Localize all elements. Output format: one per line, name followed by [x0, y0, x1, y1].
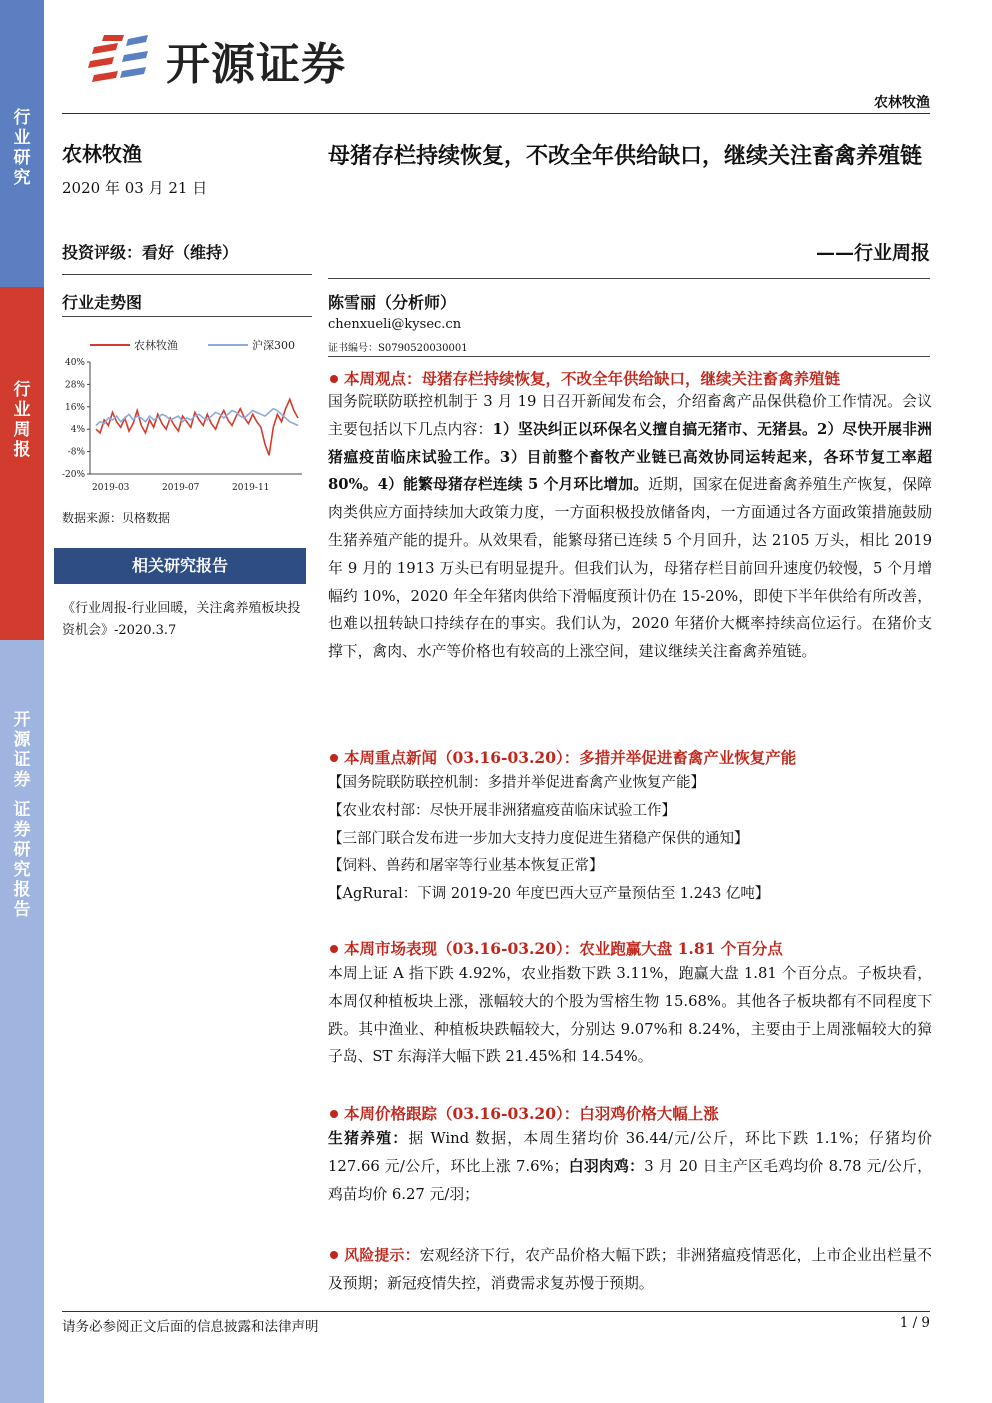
x-tick-label: 2019-11: [232, 483, 270, 493]
paragraph-bold-text: 生猪养殖：: [328, 1130, 409, 1147]
analyst-cert: 证书编号：S0790520030001: [328, 343, 468, 354]
sidebar-label-industry-research: 行业研究: [13, 108, 31, 188]
y-tick-label: 28%: [64, 380, 85, 391]
x-tick-label: 2019-07: [162, 483, 200, 493]
investment-rating: 投资评级：看好（维持）: [62, 243, 239, 262]
section-market-body: 本周上证 A 指下跌 4.92%，农业指数下跌 3.11%，跑赢大盘 1.81 个百分点。子板块看，本周仅种植板块上涨，涨幅较大的个股为雪榕生物 15.68%。其他各子板块都有不同程度下跌。其中渔业、种植板块跌幅较大，分别达 9.07%和 8.24%，主要由于上周涨幅较大的獐子岛、ST 东海洋大幅下跌 21.45%和 14.54%。: [328, 965, 932, 1066]
sidebar-label-company: 开源证券: [13, 710, 31, 790]
news-item: 【AgRural：下调 2019-20 年度巴西大豆产量预估至 1.243 亿吨】: [328, 886, 770, 903]
x-tick-label: 2019-03: [92, 483, 130, 493]
paragraph-text: 国务院联防联控机制于 3 月 19 日召开新闻发布会，介绍畜禽产品保供稳价工作情况。会议主要包括以下几点内容：: [328, 393, 932, 438]
analyst-name: 陈雪丽（分析师）: [328, 293, 457, 312]
paragraph-bold-text: 白羽肉鸡：: [568, 1157, 645, 1175]
bullet-icon: [330, 1251, 338, 1259]
left-divider: [62, 274, 312, 275]
trend-chart-title: 行业走势图: [62, 293, 143, 312]
y-tick-label: -20%: [61, 470, 85, 480]
page-number: 1 / 9: [899, 1315, 930, 1331]
section-heading-price: [328, 1102, 719, 1124]
section-view-body: [328, 388, 932, 666]
bullet-icon: [330, 945, 338, 953]
section-heading-view: [328, 367, 840, 389]
paragraph-text: 3 月 20 日主产区毛鸡均价 8.78 元/公斤，鸡苗均价 6.27 元/羽；: [328, 1157, 932, 1203]
bullet-icon: [330, 1110, 338, 1118]
legend-label: 沪深300: [252, 339, 295, 352]
section-risk-body: [328, 1242, 932, 1298]
report-subtitle: ——行业周报: [815, 242, 930, 264]
news-item: 【农业农村部：尽快开展非洲猪瘟疫苗临床试验工作】: [328, 802, 676, 819]
left-divider: [62, 316, 312, 317]
series-line: [96, 399, 298, 455]
y-tick-label: 16%: [64, 402, 85, 413]
header-sector: 农林牧渔: [874, 95, 930, 111]
report-title: 母猪存栏持续恢复，不改全年供给缺口，继续关注畜禽养殖链: [328, 143, 923, 169]
footer-divider: [62, 1311, 930, 1312]
related-reports-header: 相关研究报告: [54, 548, 306, 584]
sidebar-band-middle: [0, 287, 44, 640]
paragraph-text: 据 Wind 数据，本周生猪均价 36.44/元/公斤，环比下跌 1.1%；仔猪均价 127.66 元/公斤，环比上涨 7.6%；: [328, 1130, 932, 1175]
section-heading-news: [328, 746, 796, 768]
analyst-email[interactable]: chenxueli@kysec.cn: [328, 317, 462, 332]
right-divider: [328, 278, 930, 279]
chart-source: 数据来源：贝格数据: [62, 511, 171, 525]
news-list: [328, 770, 769, 909]
logo-mark-icon: [88, 33, 154, 87]
industry-name: 农林牧渔: [62, 142, 142, 166]
sidebar-label-weekly: 行业周报: [13, 380, 31, 460]
paragraph-text: 近期，国家在促进畜禽养殖生产恢复，保障肉类供应方面持续加大政策力度，一方面积极投放储备肉，一方面通过各方面政策措施鼓励生猪养殖产能的提升。从效果看，能繁母猪已连续 5 个月回升，达 2105 万头，相比 2019 年 9 月的 1913 万头已有明显提升。但我们认为，母猪存栏目前回升速度仍较慢，5 个月增幅约 10%，2020 年全年猪肉供给下滑幅度预计仍在 15-20%，即使下半年供给有所改善，也难以扭转缺口持续存在的事实。我们认为，2020 年猪价大概率持续高位运行。在猪价支撑下，禽肉、水产等价格也有较高的上涨空间，建议继续关注畜禽养殖链。: [328, 476, 932, 661]
related-report-link[interactable]: 《行业周报-行业回暖，关注禽养殖板块投资机会》-2020.3.7: [62, 601, 301, 638]
section-heading-text: 本周观点：母猪存栏持续恢复，不改全年供给缺口，继续关注畜禽养殖链: [344, 369, 841, 388]
news-item: 【国务院联防联控机制：多措并举促进畜禽产业恢复产能】: [328, 775, 705, 791]
footer-disclaimer: 请务必参阅正文后面的信息披露和法律声明: [62, 1319, 319, 1335]
section-price-body: [328, 1125, 932, 1208]
chart-legend: [90, 338, 295, 352]
sidebar-label-report: 证券研究报告: [13, 800, 31, 920]
news-item: 【饲料、兽药和屠宰等行业基本恢复正常】: [328, 858, 604, 875]
news-item: 【三部门联合发布进一步加大支持力度促进生猪稳产保供的通知】: [328, 830, 749, 847]
paragraph-bold-text: 1）坚决纠正以环保名义擅自搞无猪市、无猪县。2）尽快开展非洲猪瘟疫苗临床试验工作。3）目前整个畜牧产业链已高效协同运转起来，各环节复工率超 80%。4）能繁母猪存栏连续 5 个月环比增加。: [328, 420, 932, 494]
company-logo: [88, 28, 346, 92]
legend-label: 农林牧渔: [134, 339, 178, 352]
y-tick-label: 40%: [64, 358, 85, 368]
y-tick-label: -8%: [67, 447, 85, 458]
section-heading-market: [328, 937, 783, 959]
risk-label: 风险提示：: [344, 1247, 420, 1264]
section-heading-text: 本周价格跟踪（03.16-03.20）：白羽鸡价格大幅上涨: [344, 1104, 719, 1123]
paragraph-text: 宏观经济下行，农产品价格大幅下跌；非洲猪瘟疫情恶化，上市企业出栏量不及预期；新冠疫情失控，消费需求复苏慢于预期。: [328, 1247, 932, 1292]
bullet-icon: [330, 375, 338, 383]
section-heading-text: 本周重点新闻（03.16-03.20）：多措并举促进畜禽产业恢复产能: [344, 748, 797, 767]
section-heading-text: 本周市场表现（03.16-03.20）：农业跑赢大盘 1.81 个百分点: [344, 939, 783, 958]
report-date: 2020 年 03 月 21 日: [62, 179, 208, 197]
chart-lines: [96, 399, 298, 455]
company-name: 开源证券: [166, 39, 346, 90]
header-divider: [62, 113, 930, 114]
trend-chart: [52, 328, 310, 504]
bullet-icon: [330, 754, 338, 762]
right-divider: [328, 356, 930, 357]
chart-axes: [62, 358, 302, 493]
y-tick-label: 4%: [70, 425, 85, 436]
